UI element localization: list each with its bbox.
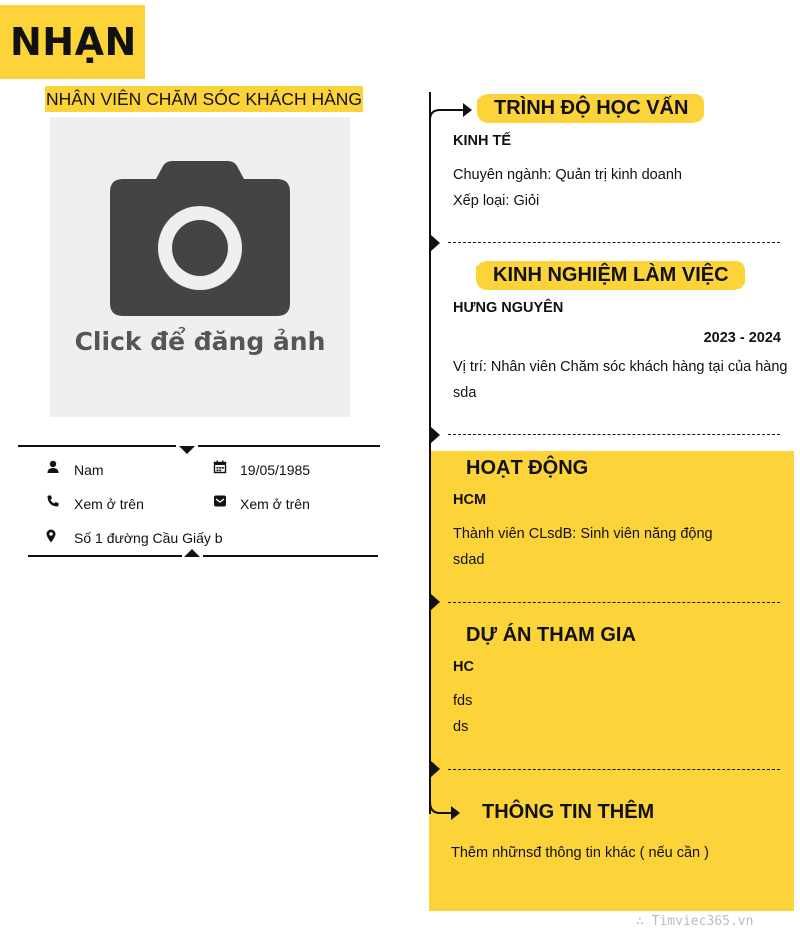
info-bottom-line-right xyxy=(203,555,378,557)
section-divider xyxy=(448,434,780,435)
experience-desc-line1[interactable]: Vị trí: Nhân viên Chăm sóc khách hàng tại của hàng xyxy=(453,359,788,375)
calendar-icon xyxy=(213,460,227,474)
projects-title[interactable]: DỰ ÁN THAM GIA xyxy=(466,624,636,646)
email-value[interactable]: Xem ở trên xyxy=(240,496,310,512)
map-marker-icon xyxy=(44,529,58,543)
experience-title[interactable]: KINH NGHIỆM LÀM VIỆC xyxy=(479,262,743,289)
gender-value[interactable]: Nam xyxy=(74,462,104,478)
experience-period[interactable]: 2023 - 2024 xyxy=(703,330,781,346)
info-bottom-notch xyxy=(184,549,200,557)
info-top-line-left xyxy=(18,445,176,447)
section-marker xyxy=(431,761,440,777)
section-marker xyxy=(431,594,440,610)
activities-org[interactable]: HCM xyxy=(453,492,487,508)
timeline-line xyxy=(429,92,431,814)
watermark: ∴ Timviec365.vn xyxy=(636,914,754,929)
envelope-icon xyxy=(213,494,227,508)
section-divider xyxy=(448,602,780,603)
education-grade[interactable]: Xếp loại: Giỏi xyxy=(453,193,540,209)
address-value[interactable]: Số 1 đường Cầu Giấy b xyxy=(74,530,223,546)
birthday-value[interactable]: 19/05/1985 xyxy=(240,462,311,478)
phone-icon xyxy=(46,494,60,508)
candidate-name[interactable]: NHẠN xyxy=(10,20,137,64)
photo-upload[interactable] xyxy=(50,117,350,417)
arrow-right-icon xyxy=(428,800,468,826)
projects-line2[interactable]: ds xyxy=(453,719,469,735)
education-title[interactable]: TRÌNH ĐỘ HỌC VẤN xyxy=(480,95,702,122)
section-marker xyxy=(431,427,440,443)
activities-line1[interactable]: Thành viên CLsdB: Sinh viên năng động xyxy=(453,526,713,542)
experience-desc-line2[interactable]: sda xyxy=(453,385,477,401)
extra-title[interactable]: THÔNG TIN THÊM xyxy=(482,801,655,823)
info-top-notch xyxy=(179,446,195,454)
phone-value[interactable]: Xem ở trên xyxy=(74,496,144,512)
education-school[interactable]: KINH TẾ xyxy=(453,133,511,149)
user-icon xyxy=(46,460,60,474)
activities-line2[interactable]: sdad xyxy=(453,552,485,568)
job-title[interactable]: NHÂN VIÊN CHĂM SÓC KHÁCH HÀNG xyxy=(45,86,363,112)
photo-caption: Click để đăng ảnh xyxy=(74,327,326,356)
section-divider xyxy=(448,242,780,243)
info-bottom-line-left xyxy=(28,555,182,557)
projects-line1[interactable]: fds xyxy=(453,693,473,709)
name-header xyxy=(0,5,145,79)
section-divider xyxy=(448,769,780,770)
section-marker xyxy=(431,235,440,251)
arrow-right-icon xyxy=(428,96,478,126)
education-major[interactable]: Chuyên ngành: Quản trị kinh doanh xyxy=(453,167,682,183)
experience-company[interactable]: HƯNG NGUYÊN xyxy=(453,300,564,316)
info-top-line-right xyxy=(198,445,380,447)
camera-icon xyxy=(50,117,350,327)
extra-text[interactable]: Thêm nhữnsđ thông tin khác ( nếu cần ) xyxy=(451,845,709,861)
projects-org[interactable]: HC xyxy=(453,659,474,675)
activities-title[interactable]: HOẠT ĐỘNG xyxy=(466,457,589,479)
